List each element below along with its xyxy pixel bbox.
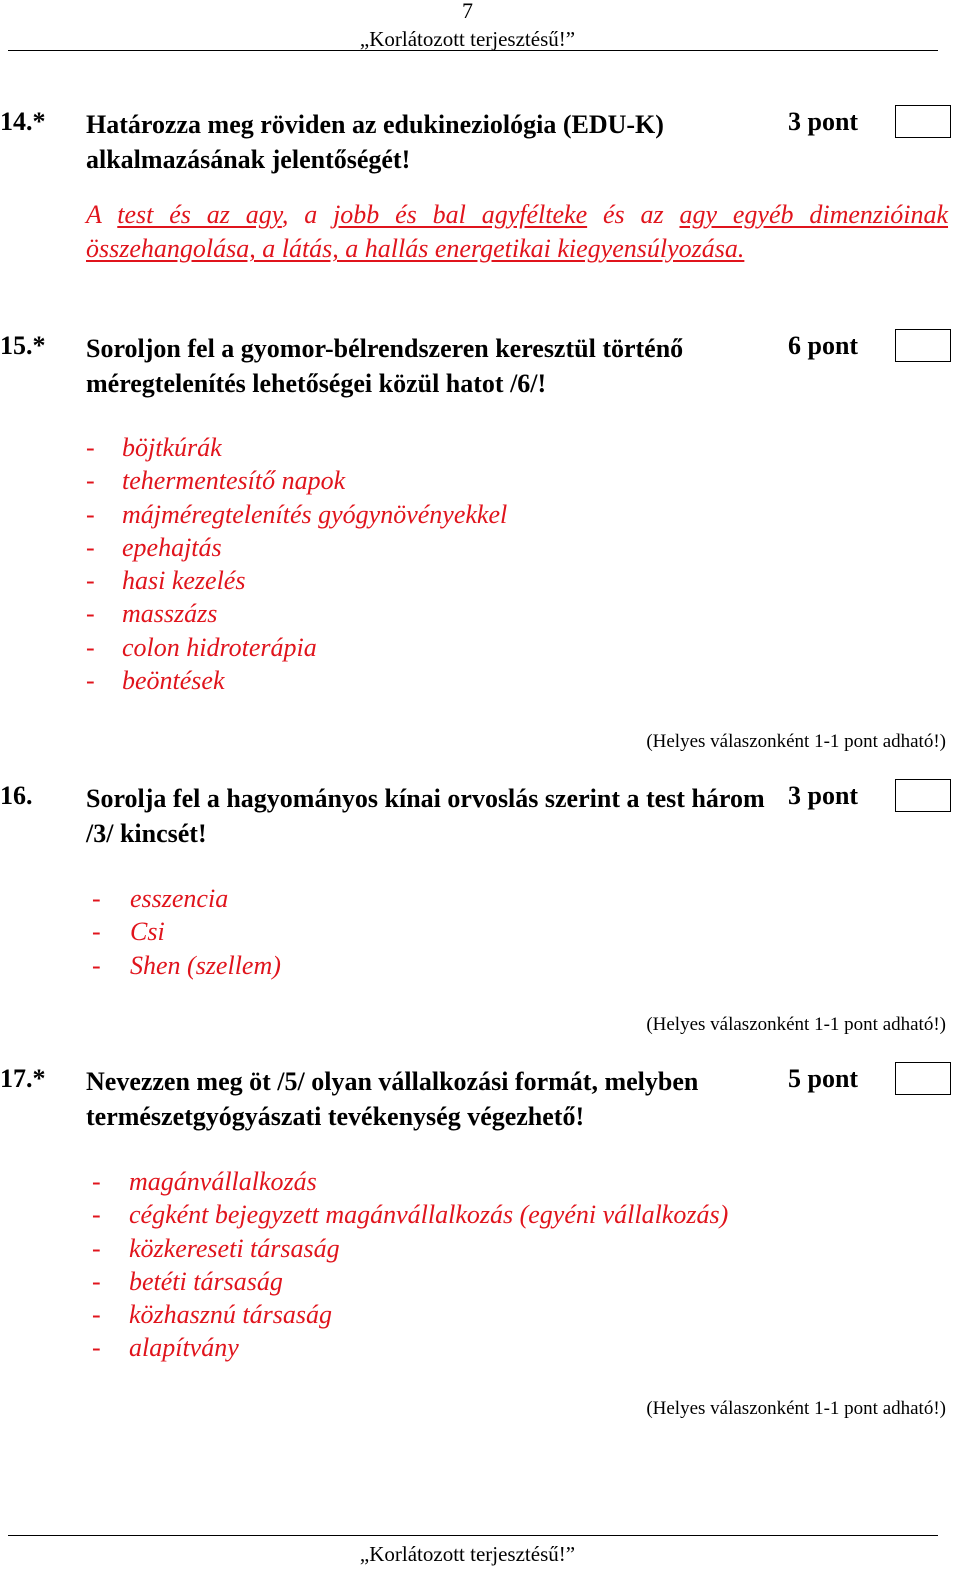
list-item-text: cégként bejegyzett magánvállalkozás (egyéni vállalkozás) [129,1200,729,1230]
question-15-scoring-note: (Helyes válaszonként 1-1 pont adható!) [646,731,946,752]
list-item [86,498,507,531]
answer-segment: test és az agy [117,200,282,229]
answer-segment: A [86,200,118,229]
list-item-text: epehajtás [122,532,222,562]
footer-title: „Korlátozott terjesztésű!” [359,1542,576,1566]
list-item-text: colon hidroterápia [122,632,317,662]
header-title: „Korlátozott terjesztésű!” [359,27,576,51]
question-16-number: 16. [0,781,33,810]
question-15-text: Soroljon fel a gyomor-bélrendszeren keresztül történő méregtelenítés lehetőségei közül hatot /6/! [86,334,684,398]
question-17-text: Nevezzen meg öt /5/ olyan vállalkozási formát, melyben természetgyógyászati tevékenység végezhető! [86,1067,699,1131]
list-marker: - [86,632,95,662]
list-marker: - [92,917,101,947]
question-15-points: 6 pont [788,331,859,360]
page-number: 7 [462,0,473,23]
question-14-score-box[interactable] [895,105,951,138]
list-marker: - [86,566,95,596]
list-item-text: hasi kezelés [122,566,246,596]
list-marker: - [92,1333,101,1363]
list-marker: - [86,499,95,529]
question-17-points: 5 pont [788,1064,859,1093]
list-item-text: magánvállalkozás [129,1167,317,1196]
question-16-points: 3 pont [788,781,859,810]
list-item [92,1198,728,1231]
list-marker: - [92,1233,101,1263]
list-marker: - [86,532,95,562]
list-item-text: Csi [130,917,165,947]
list-item-text: májméregtelenítés gyógynövényekkel [122,499,508,529]
question-17-scoring-note: (Helyes válaszonként 1-1 pont adható!) [646,1398,946,1419]
list-item-text: böjtkúrák [122,433,222,462]
list-item-text: esszencia [130,884,229,913]
list-item-text: közhasznú társaság [129,1300,332,1330]
list-item [86,564,507,597]
list-marker: - [92,1200,101,1230]
question-17-answer-list [92,1165,728,1365]
question-14-points: 3 pont [788,107,859,136]
list-item-text: Shen (szellem) [130,950,281,980]
question-15-score-box[interactable] [895,329,951,362]
question-14-text: Határozza meg röviden az edukineziológia (EDU-K) alkalmazásának jelentőségét! [86,110,664,174]
question-14-number: 14.* [0,107,46,136]
list-item-text: tehermentesítő napok [122,466,346,496]
question-15-number: 15.* [0,331,46,360]
list-marker: - [92,1300,101,1330]
list-marker: - [86,599,95,629]
list-item-text: beöntések [122,666,225,696]
list-item [86,531,507,564]
list-marker: - [92,950,101,980]
list-item [92,1165,728,1198]
question-17-number: 17.* [0,1064,46,1093]
question-16-text: Sorolja fel a hagyományos kínai orvoslás szerint a test három /3/ kincsét! [86,784,765,848]
list-marker: - [86,466,95,496]
list-item-text: masszázs [122,599,218,629]
question-16-answer-list [92,882,281,982]
list-marker: - [92,1167,101,1196]
question-15-answer-list [86,431,507,697]
list-marker: - [92,884,101,913]
question-16-scoring-note: (Helyes válaszonként 1-1 pont adható!) [646,1014,946,1035]
list-marker: - [92,1266,101,1296]
list-item [86,631,507,664]
header-rule [8,50,938,51]
list-item [86,597,507,630]
list-item [92,949,281,982]
list-marker: - [86,433,95,462]
list-item-text: alapítvány [129,1333,239,1363]
list-item [92,1298,728,1331]
list-item [86,464,507,497]
list-item [92,1265,728,1298]
question-17-score-box[interactable] [895,1062,951,1095]
answer-segment: agy egyéb dimenzióinak összehangolása, a látás, a hallás energetikai kiegyensúlyozása. [86,200,949,263]
list-item [86,664,507,697]
list-item-text: közkereseti társaság [129,1233,340,1263]
list-item [92,1232,728,1265]
footer-rule [8,1535,938,1536]
question-16-score-box[interactable] [895,779,951,812]
answer-segment: , a [281,200,334,229]
question-14-answer [86,198,948,266]
list-item [92,915,281,948]
answer-segment: és az [587,200,680,229]
list-marker: - [86,666,95,696]
list-item [92,1331,728,1364]
answer-segment: jobb és bal agyfélteke [333,200,588,229]
list-item-text: betéti társaság [129,1266,283,1296]
list-item [92,882,281,915]
list-item [86,431,507,464]
